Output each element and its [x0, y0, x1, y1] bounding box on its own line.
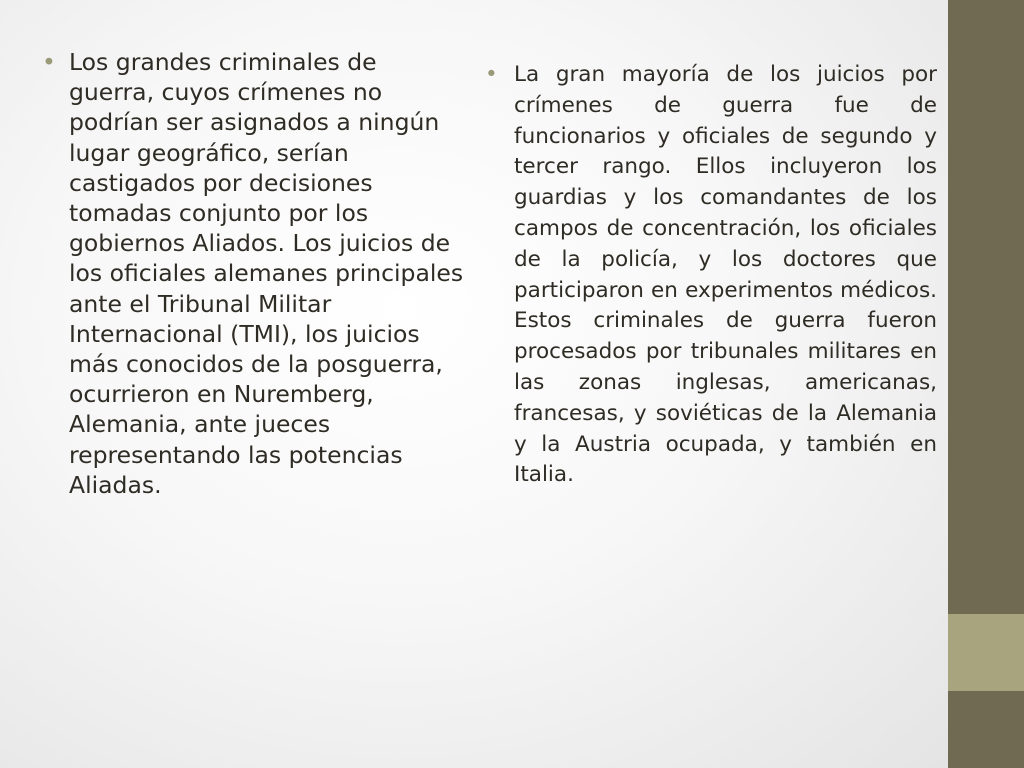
left-text-column [42, 47, 467, 500]
bullet-icon: • [485, 62, 498, 87]
left-bullet-item [42, 47, 467, 500]
left-bullet-text: Los grandes criminales de guerra, cuyos crímenes no podrían ser asignados a ningún lugar geográfico, serían castigados por decisiones tomadas conjunto por los gobiernos Aliados. Los juicios de los oficiales alemanes principales ante el Tribunal Militar Internacional (TMI), los juicios más conocidos de la posguerra, ocurrieron en Nuremberg, Alemania, ante jueces representando las potencias Aliadas. [69, 48, 464, 499]
right-bullet-text: La gran mayoría de los juicios por crímenes de guerra fue de funcionarios y oficiales de segundo y tercer rango. Ellos incluyeron los guardias y los comandantes de los campos de concentración, los oficiales de la policía, y los doctores que participaron en experimentos médicos. Estos criminales de guerra fueron procesados por tribunales militares en las zonas inglesas, americanas, francesas, y soviéticas de la Alemania y la Austria ocupada, y también en Italia. [514, 62, 937, 488]
right-text-column [485, 60, 937, 491]
sidebar-accent-block [948, 614, 1024, 691]
decorative-sidebar [948, 0, 1024, 768]
right-bullet-item [485, 60, 937, 491]
bullet-icon: • [42, 48, 56, 76]
